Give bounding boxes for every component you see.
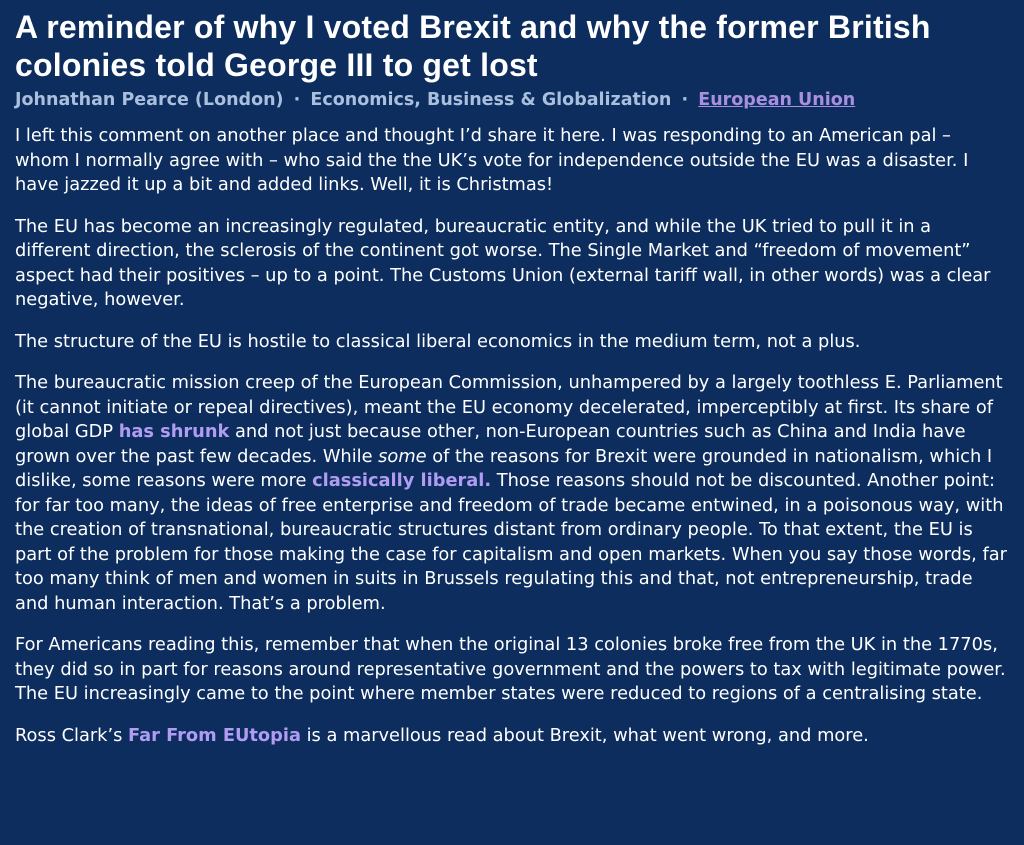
paragraph-4 [15,371,1010,616]
category-economics-link[interactable]: Economics, Business & Globalization [310,90,672,110]
paragraph-1: I left this comment on another place and thought I’d share it here. I was responding to an American pal – whom I normally agree with – who said the the UK’s vote for independence outside the EU was a disaster. I have jazzed it up a bit and added links. Well, it is Christmas! [15,125,969,195]
paragraph-4-text: of the reasons for Brexit were grounded in nationalism, which I dislike, some reasons were more [15,445,993,491]
far-from-eutopia-link[interactable]: Far From EUtopia [128,724,301,746]
byline-separator: · [293,90,301,110]
author-name[interactable]: Johnathan Pearce (London) [15,90,284,110]
post-title: A reminder of why I voted Brexit and why the former British colonies told George III to get lost [15,9,931,83]
category-european-union-link[interactable]: European Union [698,90,856,110]
post-body [15,124,1010,748]
emphasis-some: some [378,445,427,467]
paragraph-3: The structure of the EU is hostile to classical liberal economics in the medium term, not a plus. [15,330,861,352]
paragraph-6-text: is a marvellous read about Brexit, what went wrong, and more. [300,724,869,746]
paragraph-4-text: Those reasons should not be discounted. Another point: for far too many, the ideas of free enterprise and freedom of trade became entwined, in a poisonous way, with the creation of transnational, bureaucratic structures distant from ordinary people. To that extent, the EU is part of the problem for those making the case for capitalism and open markets. When you say those words, far too many think of men and women in suits in Brussels regulating this and that, not entrepreneurship, trade and human interaction. That’s a problem. [15,470,1007,614]
paragraph-4-text: The bureaucratic mission creep of the European Commission, unhampered by a largely toothless E. Parliament (it cannot initiate or repeal directives), meant the EU economy decelerated, imperceptibly at first. Its share of global GDP [15,372,1003,442]
paragraph-2: The EU has become an increasingly regulated, bureaucratic entity, and while the UK tried to pull it in a different direction, the sclerosis of the continent got worse. The Single Market and “freedom of movement” aspect had their positives – up to a point. The Customs Union (external tariff wall, in other words) was a clear negative, however. [15,215,991,310]
post-byline [15,88,1010,112]
classically-liberal-link[interactable]: classically liberal. [312,470,492,491]
paragraph-6-text: Ross Clark’s [15,724,129,746]
paragraph-5: For Americans reading this, remember that when the original 13 colonies broke free from the UK in the 1770s, they did so in part for reasons around representative government and the powers to tax with legitimate power. The EU increasingly came to the point where member states were reduced to regions of a centralising state. [15,634,1006,704]
paragraph-4-text: and not just because other, non-European countries such as China and India have grown over the past few decades. While [15,421,966,467]
byline-separator: · [681,90,689,110]
has-shrunk-link[interactable]: has shrunk [118,421,230,442]
paragraph-6 [15,724,1010,749]
